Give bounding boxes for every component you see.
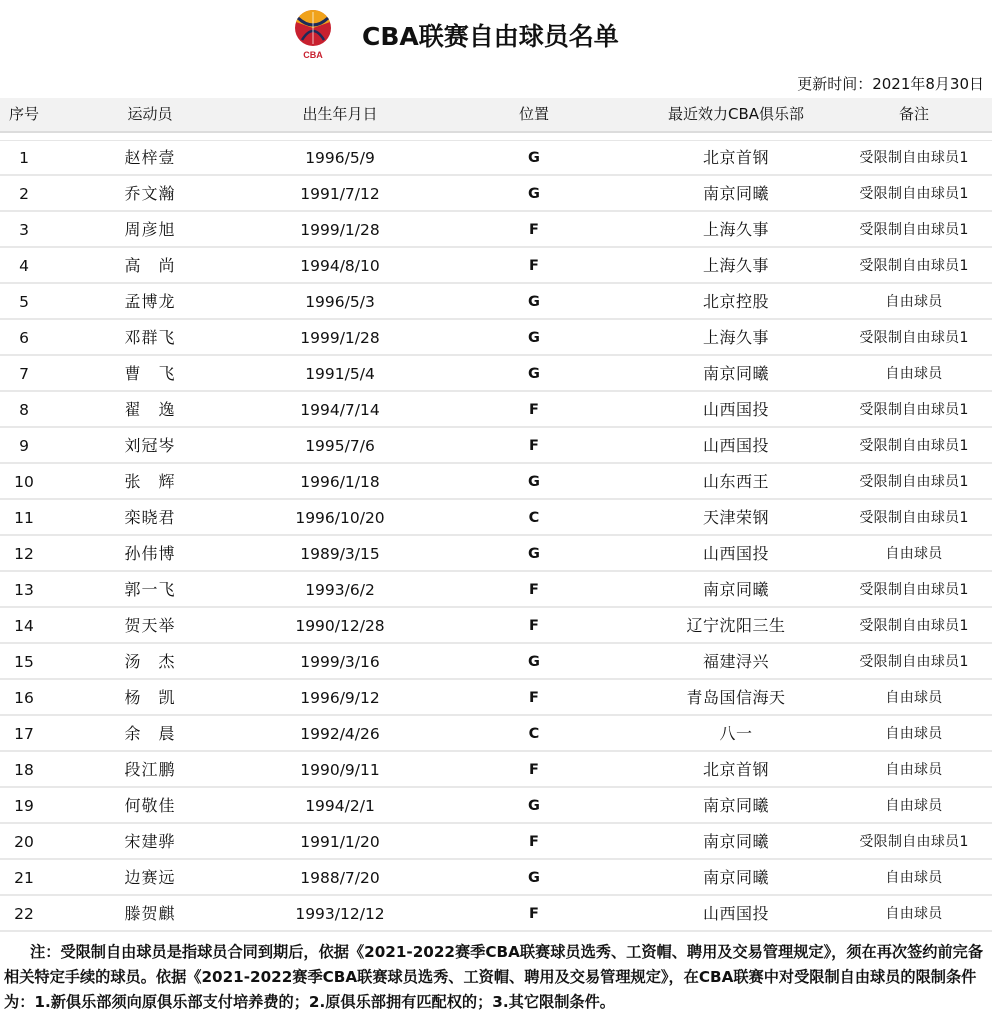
cell-position: F [529,258,539,274]
cell-player-name: 滕贺麒 [124,904,176,923]
table-row [0,608,992,644]
player-table-body [0,140,992,932]
cell-position: F [529,618,539,634]
cell-club: 山西国投 [702,400,769,419]
cell-note: 受限制自由球员1 [859,510,969,526]
header-seq: 序号 [8,105,39,123]
table-row [0,824,992,860]
cell-seq: 12 [14,545,34,563]
cell-position: G [528,546,540,562]
cell-seq: 10 [14,473,34,491]
cell-dob: 1996/9/12 [300,689,380,707]
svg-text:CBA: CBA [303,50,323,60]
cell-dob: 1996/10/20 [295,509,385,527]
table-row [0,752,992,788]
cell-position: C [528,726,540,742]
cell-club: 上海久事 [702,328,769,347]
cell-note: 自由球员 [885,294,943,310]
table-row [0,536,992,572]
table-row [0,212,992,248]
cell-seq: 21 [14,869,34,887]
cell-player-name: 张 辉 [124,472,176,491]
cell-dob: 1994/8/10 [300,257,380,275]
cell-club: 山西国投 [702,904,769,923]
table-row [0,896,992,932]
cell-note: 受限制自由球员1 [859,474,969,490]
table-row [0,356,992,392]
cell-position: G [528,186,540,202]
cell-seq: 17 [14,725,34,743]
cell-player-name: 赵梓壹 [124,148,176,167]
cell-player-name: 孙伟博 [124,544,176,563]
cell-note: 自由球员 [885,366,943,382]
cell-dob: 1996/5/3 [305,293,375,311]
cell-note: 受限制自由球员1 [859,222,969,238]
cell-club: 山东西王 [702,472,769,491]
table-header [0,98,992,133]
table-row [0,176,992,212]
cell-position: F [529,222,539,238]
table-row [0,788,992,824]
cell-note: 受限制自由球员1 [859,186,969,202]
cell-dob: 1993/6/2 [305,581,375,599]
cell-position: F [529,690,539,706]
cell-dob: 1991/1/20 [300,833,380,851]
cell-player-name: 孟博龙 [124,292,176,311]
cell-note: 自由球员 [885,906,943,922]
table-row [0,140,992,176]
cell-seq: 5 [19,293,29,311]
cell-seq: 13 [14,581,34,599]
cell-note: 受限制自由球员1 [859,150,969,166]
cell-position: G [528,366,540,382]
cell-player-name: 宋建骅 [124,832,176,851]
cell-note: 自由球员 [885,870,943,886]
cell-seq: 7 [19,365,29,383]
cell-player-name: 栾晓君 [124,508,176,527]
cell-position: F [529,438,539,454]
cell-dob: 1999/3/16 [300,653,380,671]
cell-player-name: 汤 杰 [124,652,176,671]
footnote: 注：受限制自由球员是指球员合同到期后，依据《2021-2022赛季CBA联赛球员选秀、工资帽、聘用及交易管理规定》，须在再次签约前完备相关特定手续的球员。依据《2021-2022赛季CBA联赛球员选秀、工资帽、聘用及交易管理规定》，在CBA联赛中对受限制自由球员的限制条件为：1.新俱乐部须向原俱乐部支付培养费的；2.原俱乐部拥有匹配权的；3.其它限制条件。 [4,943,984,1011]
cba-logo-icon [292,8,334,60]
cell-seq: 4 [19,257,29,275]
cell-seq: 9 [19,437,29,455]
cell-club: 南京同曦 [702,832,769,851]
cell-position: G [528,330,540,346]
cell-position: G [528,654,540,670]
header-dob: 出生年月日 [302,105,378,123]
cell-club: 福建浔兴 [702,652,769,671]
cell-seq: 3 [19,221,29,239]
cell-player-name: 周彦旭 [124,220,176,239]
cell-dob: 1996/5/9 [305,149,375,167]
cell-note: 自由球员 [885,762,943,778]
cell-club: 山西国投 [702,544,769,563]
cell-dob: 1994/2/1 [305,797,375,815]
table-row [0,320,992,356]
cell-note: 自由球员 [885,798,943,814]
table-row [0,428,992,464]
cell-note: 受限制自由球员1 [859,330,969,346]
cell-player-name: 翟 逸 [124,400,176,419]
cell-position: F [529,762,539,778]
cell-seq: 19 [14,797,34,815]
cell-player-name: 段江鹏 [124,760,176,779]
table-row [0,248,992,284]
table-row [0,392,992,428]
cell-dob: 1999/1/28 [300,221,380,239]
cell-note: 受限制自由球员1 [859,402,969,418]
cell-player-name: 余 晨 [124,724,176,743]
page-title: CBA联赛自由球员名单 [362,22,619,51]
cell-player-name: 郭一飞 [124,580,176,599]
update-time: 更新时间：2021年8月30日 [797,75,984,93]
cell-note: 受限制自由球员1 [859,582,969,598]
cell-dob: 1996/1/18 [300,473,380,491]
cell-position: G [528,798,540,814]
table-row [0,644,992,680]
cell-note: 受限制自由球员1 [859,618,969,634]
cell-club: 辽宁沈阳三生 [686,616,786,635]
cell-club: 上海久事 [702,256,769,275]
cell-club: 南京同曦 [702,184,769,203]
cell-club: 北京首钢 [702,148,769,167]
cell-position: G [528,150,540,166]
cell-seq: 18 [14,761,34,779]
cell-club: 上海久事 [702,220,769,239]
cell-note: 自由球员 [885,546,943,562]
cell-seq: 14 [14,617,34,635]
table-row [0,464,992,500]
cell-player-name: 邓群飞 [124,328,176,347]
cell-seq: 16 [14,689,34,707]
cell-dob: 1988/7/20 [300,869,380,887]
cell-player-name: 刘冠岑 [124,436,176,455]
cell-club: 南京同曦 [702,364,769,383]
table-row [0,572,992,608]
cell-club: 天津荣钢 [702,508,769,527]
cell-club: 南京同曦 [702,796,769,815]
header-player: 运动员 [127,105,173,123]
cell-note: 自由球员 [885,726,943,742]
table-row [0,860,992,896]
cell-dob: 1992/4/26 [300,725,380,743]
cell-player-name: 杨 凯 [124,688,176,707]
cell-position: G [528,474,540,490]
header-position: 位置 [518,105,549,123]
cell-dob: 1991/5/4 [305,365,375,383]
cell-note: 自由球员 [885,690,943,706]
cell-dob: 1993/12/12 [295,905,385,923]
header-note: 备注 [898,105,929,123]
cell-dob: 1999/1/28 [300,329,380,347]
cell-seq: 22 [14,905,34,923]
cell-position: G [528,870,540,886]
cell-seq: 8 [19,401,29,419]
header-club: 最近效力CBA俱乐部 [667,105,805,123]
cell-club: 南京同曦 [702,580,769,599]
cell-position: G [528,294,540,310]
cell-club: 八一 [719,724,753,743]
cell-seq: 6 [19,329,29,347]
cell-dob: 1990/12/28 [295,617,385,635]
cell-player-name: 曹 飞 [124,364,176,383]
cell-seq: 1 [19,149,29,167]
cell-player-name: 高 尚 [124,256,176,275]
cell-seq: 2 [19,185,29,203]
table-row [0,716,992,752]
cell-player-name: 边赛远 [124,868,176,887]
cell-seq: 11 [14,509,34,527]
cell-club: 青岛国信海天 [686,688,786,707]
page-header [0,0,992,100]
cell-player-name: 何敬佳 [124,796,176,815]
cell-club: 山西国投 [702,436,769,455]
cell-position: F [529,834,539,850]
cell-club: 北京控股 [702,292,769,311]
cell-note: 受限制自由球员1 [859,258,969,274]
cell-position: C [528,510,540,526]
cell-player-name: 乔文瀚 [124,184,176,203]
cell-note: 受限制自由球员1 [859,834,969,850]
cell-player-name: 贺天举 [124,616,176,635]
cell-dob: 1990/9/11 [300,761,380,779]
cell-position: F [529,402,539,418]
table-row [0,284,992,320]
cell-note: 受限制自由球员1 [859,438,969,454]
cell-seq: 20 [14,833,34,851]
cell-dob: 1995/7/6 [305,437,375,455]
cell-position: F [529,582,539,598]
cell-dob: 1991/7/12 [300,185,380,203]
cell-club: 北京首钢 [702,760,769,779]
cell-seq: 15 [14,653,34,671]
cell-position: F [529,906,539,922]
cell-dob: 1994/7/14 [300,401,380,419]
table-row [0,680,992,716]
cell-dob: 1989/3/15 [300,545,380,563]
table-row [0,500,992,536]
cell-club: 南京同曦 [702,868,769,887]
cell-note: 受限制自由球员1 [859,654,969,670]
